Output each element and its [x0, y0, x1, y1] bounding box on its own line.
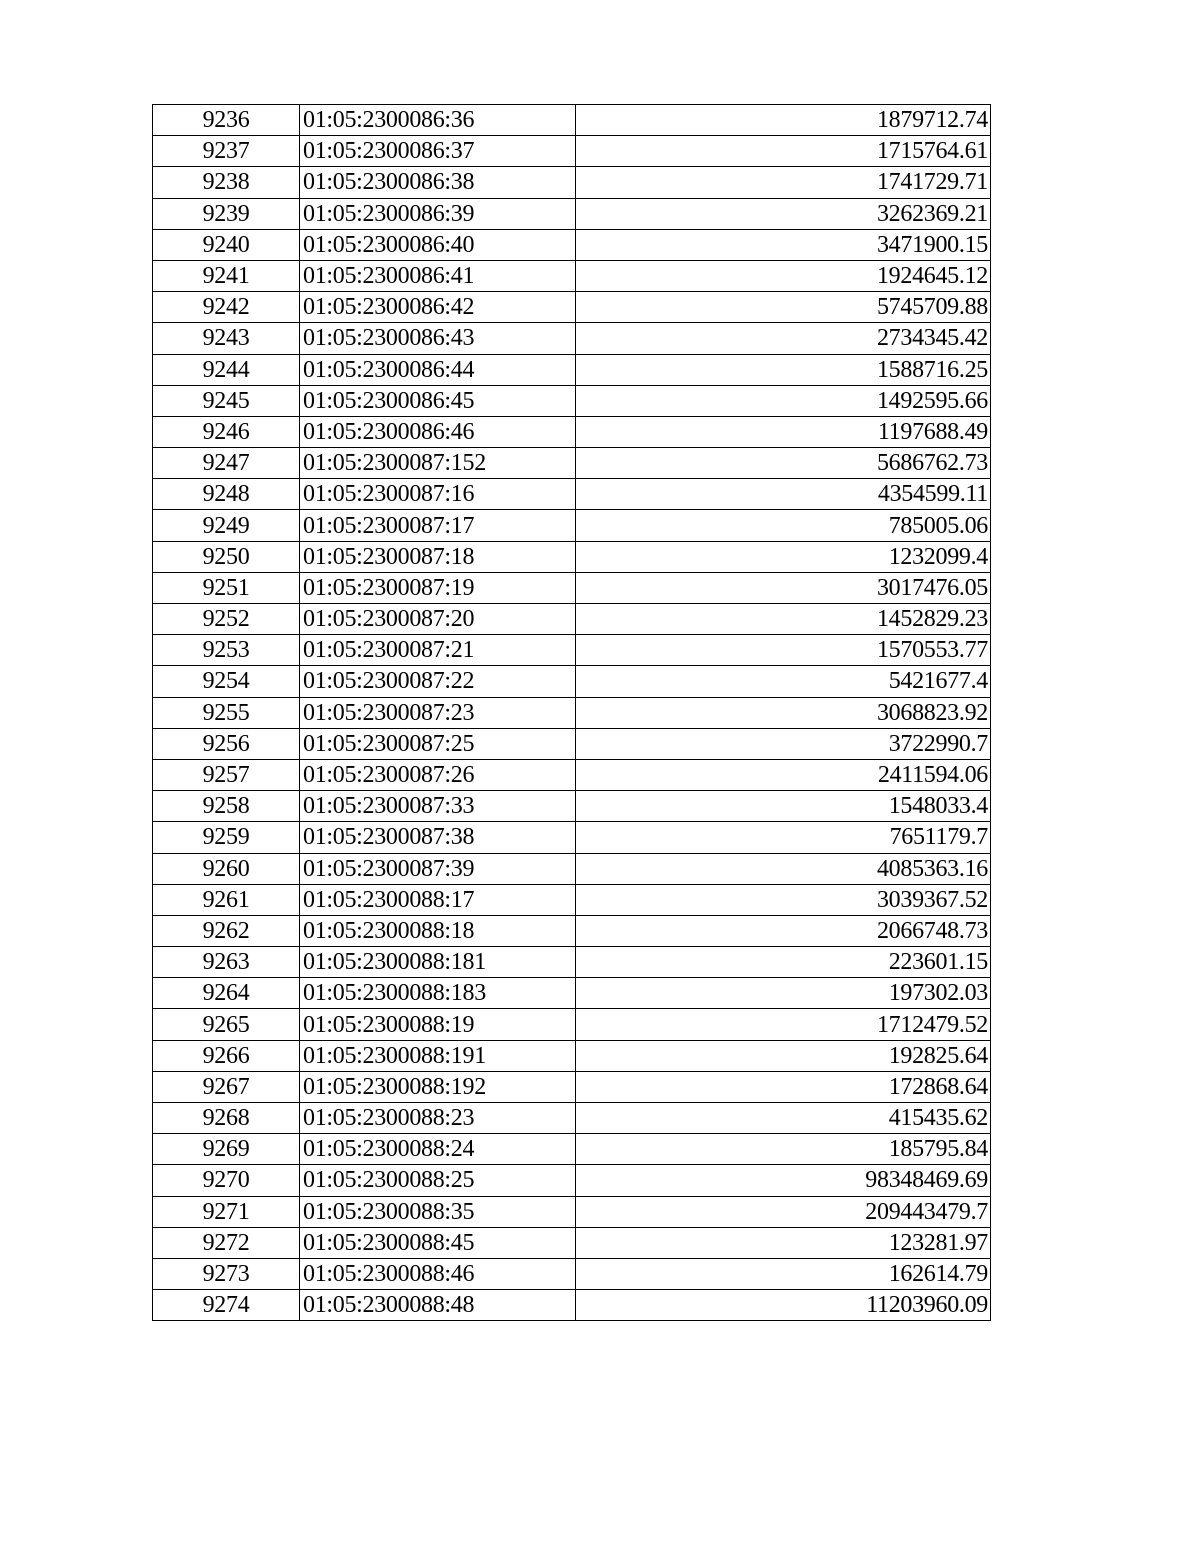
cadastral-number-cell: 01:05:2300088:17 — [300, 884, 576, 915]
amount-cell: 192825.64 — [576, 1040, 991, 1071]
table-row — [153, 728, 991, 759]
amount-cell: 415435.62 — [576, 1103, 991, 1134]
cadastral-number-cell: 01:05:2300086:38 — [300, 167, 576, 198]
amount-cell: 1452829.23 — [576, 604, 991, 635]
amount-cell: 5686762.73 — [576, 448, 991, 479]
cadastral-number-cell: 01:05:2300086:41 — [300, 260, 576, 291]
table-row — [153, 416, 991, 447]
row-index-cell: 9244 — [153, 354, 300, 385]
cadastral-number-cell: 01:05:2300086:37 — [300, 136, 576, 167]
amount-cell: 2066748.73 — [576, 915, 991, 946]
amount-cell: 7651179.7 — [576, 822, 991, 853]
table-row — [153, 292, 991, 323]
row-index-cell: 9238 — [153, 167, 300, 198]
table-row — [153, 1196, 991, 1227]
table-row — [153, 541, 991, 572]
row-index-cell: 9248 — [153, 479, 300, 510]
table-row — [153, 1290, 991, 1321]
row-index-cell: 9260 — [153, 853, 300, 884]
row-index-cell: 9241 — [153, 260, 300, 291]
row-index-cell: 9259 — [153, 822, 300, 853]
row-index-cell: 9242 — [153, 292, 300, 323]
amount-cell: 2411594.06 — [576, 759, 991, 790]
cadastral-number-cell: 01:05:2300088:19 — [300, 1009, 576, 1040]
cadastral-number-cell: 01:05:2300086:43 — [300, 323, 576, 354]
cadastral-number-cell: 01:05:2300086:40 — [300, 229, 576, 260]
table-row — [153, 510, 991, 541]
row-index-cell: 9261 — [153, 884, 300, 915]
cadastral-number-cell: 01:05:2300087:152 — [300, 448, 576, 479]
table-row — [153, 1258, 991, 1289]
amount-cell: 185795.84 — [576, 1134, 991, 1165]
row-index-cell: 9273 — [153, 1258, 300, 1289]
table-row — [153, 479, 991, 510]
table-row — [153, 448, 991, 479]
table-row — [153, 229, 991, 260]
row-index-cell: 9237 — [153, 136, 300, 167]
row-index-cell: 9267 — [153, 1071, 300, 1102]
amount-cell: 123281.97 — [576, 1227, 991, 1258]
table-row — [153, 822, 991, 853]
row-index-cell: 9255 — [153, 697, 300, 728]
cadastral-number-cell: 01:05:2300088:24 — [300, 1134, 576, 1165]
table-row — [153, 136, 991, 167]
cadastral-number-cell: 01:05:2300086:36 — [300, 105, 576, 136]
row-index-cell: 9236 — [153, 105, 300, 136]
amount-cell: 1197688.49 — [576, 416, 991, 447]
cadastral-number-cell: 01:05:2300086:45 — [300, 385, 576, 416]
cadastral-number-cell: 01:05:2300087:33 — [300, 791, 576, 822]
amount-cell: 172868.64 — [576, 1071, 991, 1102]
cadastral-number-cell: 01:05:2300086:44 — [300, 354, 576, 385]
table-row — [153, 1227, 991, 1258]
cadastral-number-cell: 01:05:2300086:42 — [300, 292, 576, 323]
table-row — [153, 354, 991, 385]
table-row — [153, 604, 991, 635]
row-index-cell: 9265 — [153, 1009, 300, 1040]
table-row — [153, 323, 991, 354]
amount-cell: 1879712.74 — [576, 105, 991, 136]
cadastral-number-cell: 01:05:2300087:17 — [300, 510, 576, 541]
row-index-cell: 9254 — [153, 666, 300, 697]
row-index-cell: 9253 — [153, 635, 300, 666]
row-index-cell: 9272 — [153, 1227, 300, 1258]
cadastral-number-cell: 01:05:2300088:181 — [300, 947, 576, 978]
table-row — [153, 1071, 991, 1102]
amount-cell: 3262369.21 — [576, 198, 991, 229]
table-row — [153, 666, 991, 697]
row-index-cell: 9266 — [153, 1040, 300, 1071]
table-row — [153, 572, 991, 603]
table-row — [153, 1009, 991, 1040]
cadastral-number-cell: 01:05:2300088:45 — [300, 1227, 576, 1258]
cadastral-number-cell: 01:05:2300087:22 — [300, 666, 576, 697]
amount-cell: 162614.79 — [576, 1258, 991, 1289]
cadastral-number-cell: 01:05:2300087:21 — [300, 635, 576, 666]
cadastral-number-cell: 01:05:2300087:25 — [300, 728, 576, 759]
amount-cell: 1232099.4 — [576, 541, 991, 572]
row-index-cell: 9245 — [153, 385, 300, 416]
cadastral-number-cell: 01:05:2300088:23 — [300, 1103, 576, 1134]
amount-cell: 3039367.52 — [576, 884, 991, 915]
row-index-cell: 9270 — [153, 1165, 300, 1196]
amount-cell: 1548033.4 — [576, 791, 991, 822]
amount-cell: 1712479.52 — [576, 1009, 991, 1040]
amount-cell: 3722990.7 — [576, 728, 991, 759]
amount-cell: 4085363.16 — [576, 853, 991, 884]
cadastral-number-cell: 01:05:2300087:26 — [300, 759, 576, 790]
row-index-cell: 9246 — [153, 416, 300, 447]
row-index-cell: 9262 — [153, 915, 300, 946]
cadastral-number-cell: 01:05:2300086:39 — [300, 198, 576, 229]
cadastral-number-cell: 01:05:2300088:48 — [300, 1290, 576, 1321]
amount-cell: 223601.15 — [576, 947, 991, 978]
amount-cell: 1715764.61 — [576, 136, 991, 167]
table-row — [153, 167, 991, 198]
row-index-cell: 9263 — [153, 947, 300, 978]
amount-cell: 1570553.77 — [576, 635, 991, 666]
amount-cell: 3471900.15 — [576, 229, 991, 260]
amount-cell: 2734345.42 — [576, 323, 991, 354]
row-index-cell: 9274 — [153, 1290, 300, 1321]
table-row — [153, 1165, 991, 1196]
table-row — [153, 1040, 991, 1071]
amount-cell: 4354599.11 — [576, 479, 991, 510]
table-row — [153, 915, 991, 946]
table-row — [153, 791, 991, 822]
row-index-cell: 9243 — [153, 323, 300, 354]
row-index-cell: 9271 — [153, 1196, 300, 1227]
row-index-cell: 9252 — [153, 604, 300, 635]
row-index-cell: 9250 — [153, 541, 300, 572]
table-row — [153, 385, 991, 416]
cadastral-number-cell: 01:05:2300087:16 — [300, 479, 576, 510]
table-row — [153, 1103, 991, 1134]
row-index-cell: 9258 — [153, 791, 300, 822]
cadastral-number-cell: 01:05:2300088:183 — [300, 978, 576, 1009]
amount-cell: 1741729.71 — [576, 167, 991, 198]
table-row — [153, 697, 991, 728]
cadastral-number-cell: 01:05:2300087:38 — [300, 822, 576, 853]
amount-cell: 785005.06 — [576, 510, 991, 541]
row-index-cell: 9247 — [153, 448, 300, 479]
table-body — [153, 105, 991, 1321]
table-row — [153, 260, 991, 291]
row-index-cell: 9264 — [153, 978, 300, 1009]
amount-cell: 1924645.12 — [576, 260, 991, 291]
amount-cell: 209443479.7 — [576, 1196, 991, 1227]
table-row — [153, 198, 991, 229]
cadastral-number-cell: 01:05:2300087:18 — [300, 541, 576, 572]
row-index-cell: 9240 — [153, 229, 300, 260]
row-index-cell: 9239 — [153, 198, 300, 229]
cadastral-number-cell: 01:05:2300088:18 — [300, 915, 576, 946]
cadastral-number-cell: 01:05:2300088:46 — [300, 1258, 576, 1289]
amount-cell: 98348469.69 — [576, 1165, 991, 1196]
amount-cell: 1492595.66 — [576, 385, 991, 416]
cadastral-number-cell: 01:05:2300088:192 — [300, 1071, 576, 1102]
amount-cell: 3017476.05 — [576, 572, 991, 603]
table-row — [153, 978, 991, 1009]
table-row — [153, 635, 991, 666]
row-index-cell: 9269 — [153, 1134, 300, 1165]
row-index-cell: 9257 — [153, 759, 300, 790]
amount-cell: 3068823.92 — [576, 697, 991, 728]
amount-cell: 11203960.09 — [576, 1290, 991, 1321]
cadastral-number-cell: 01:05:2300087:20 — [300, 604, 576, 635]
table-row — [153, 947, 991, 978]
cadastral-number-cell: 01:05:2300087:23 — [300, 697, 576, 728]
row-index-cell: 9249 — [153, 510, 300, 541]
table-row — [153, 1134, 991, 1165]
amount-cell: 197302.03 — [576, 978, 991, 1009]
row-index-cell: 9268 — [153, 1103, 300, 1134]
row-index-cell: 9251 — [153, 572, 300, 603]
cadastral-number-cell: 01:05:2300088:25 — [300, 1165, 576, 1196]
row-index-cell: 9256 — [153, 728, 300, 759]
cadastral-number-cell: 01:05:2300088:191 — [300, 1040, 576, 1071]
table-row — [153, 105, 991, 136]
table-row — [153, 759, 991, 790]
table-row — [153, 853, 991, 884]
amount-cell: 5421677.4 — [576, 666, 991, 697]
table-row — [153, 884, 991, 915]
cadastral-number-cell: 01:05:2300087:19 — [300, 572, 576, 603]
cadastral-number-cell: 01:05:2300086:46 — [300, 416, 576, 447]
data-table — [152, 104, 991, 1321]
cadastral-number-cell: 01:05:2300088:35 — [300, 1196, 576, 1227]
cadastral-number-cell: 01:05:2300087:39 — [300, 853, 576, 884]
amount-cell: 1588716.25 — [576, 354, 991, 385]
amount-cell: 5745709.88 — [576, 292, 991, 323]
